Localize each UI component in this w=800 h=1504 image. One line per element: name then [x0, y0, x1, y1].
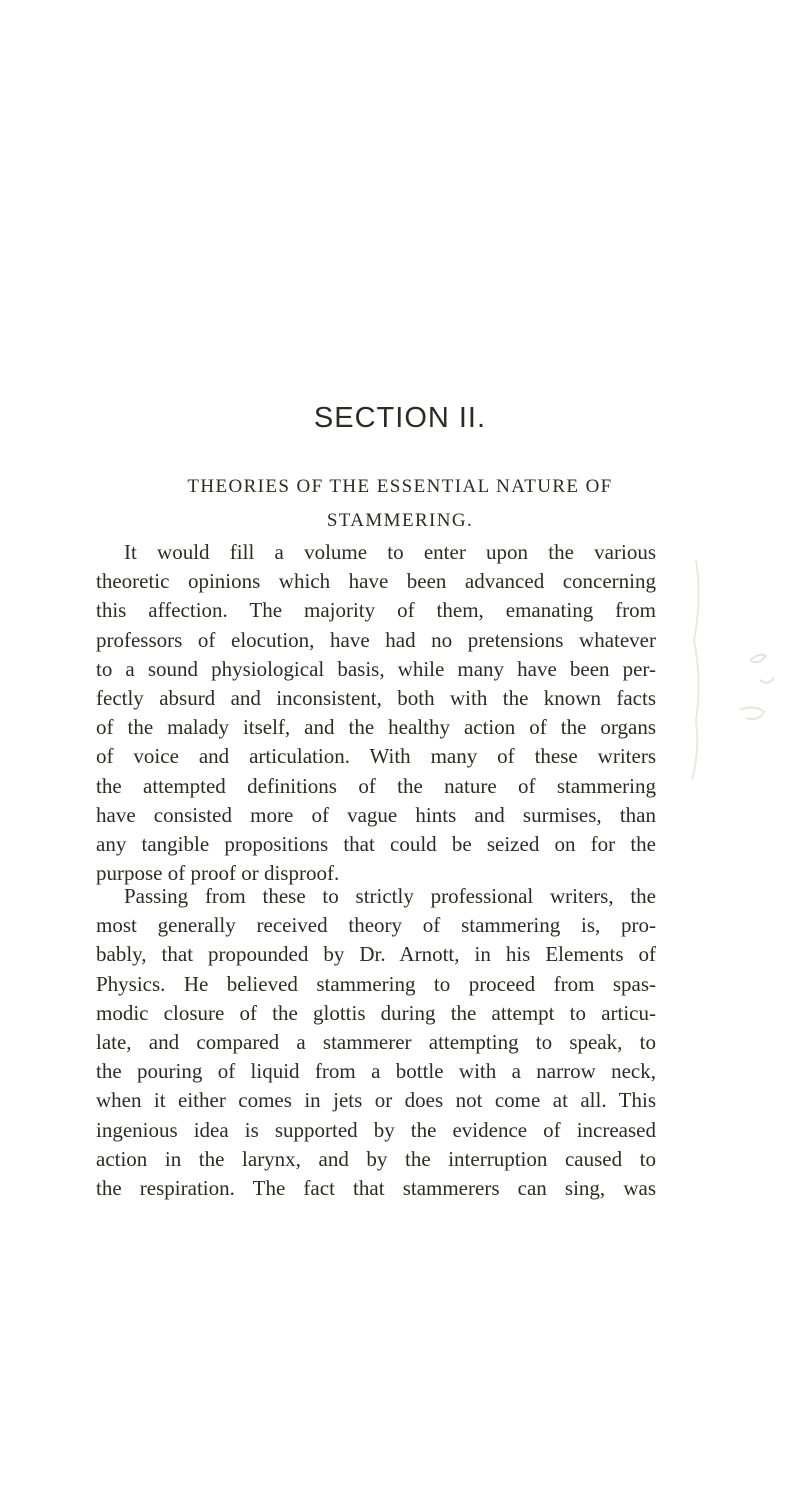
- text-line: the respiration. The fact that stammerers can sing, was: [96, 1176, 656, 1201]
- text-line: ingenious idea is supported by the evidence of increased: [96, 1117, 656, 1142]
- text-line: any tangible propositions that could be seized on for the: [96, 832, 656, 857]
- chapter-heading-line-2: STAMMERING.: [326, 510, 474, 531]
- text-line: theoretic opinions which have been advanced concerning: [96, 569, 656, 594]
- text-line: most generally received theory of stammering is, pro-: [96, 913, 656, 938]
- text-line: Passing from these to strictly professional writers, the: [124, 884, 656, 908]
- paragraph-2: [96, 882, 656, 1203]
- text-line: purpose of proof or disproof.: [96, 861, 340, 886]
- text-line: Physics. He believed stammering to proceed from spas-: [96, 971, 656, 996]
- text-line: of voice and articulation. With many of these writers: [96, 744, 656, 769]
- text-line: to a sound physiological basis, while many have been per-: [96, 656, 656, 681]
- text-line: late, and compared a stammerer attempting to speak, to: [96, 1030, 656, 1055]
- section-title: SECTION II.: [313, 402, 487, 434]
- paragraph-1: [96, 538, 656, 888]
- chapter-heading: [100, 470, 700, 538]
- text-line: professors of elocution, have had no pretensions whatever: [96, 627, 656, 652]
- text-line: the pouring of liquid from a bottle with a narrow neck,: [96, 1059, 656, 1084]
- text-line: when it either comes in jets or does not come at all. This: [96, 1088, 656, 1113]
- text-line: It would fill a volume to enter upon the various: [124, 540, 656, 564]
- text-line: fectly absurd and inconsistent, both with the known facts: [96, 686, 656, 711]
- text-line: have consisted more of vague hints and surmises, than: [96, 802, 656, 827]
- text-line: of the malady itself, and the healthy action of the organs: [96, 715, 656, 740]
- text-line: the attempted definitions of the nature of stammering: [96, 773, 656, 798]
- ink-bleed-through-mark: [690, 560, 780, 780]
- text-line: action in the larynx, and by the interruption caused to: [96, 1146, 656, 1171]
- chapter-heading-line-1: THEORIES OF THE ESSENTIAL NATURE OF: [187, 476, 613, 497]
- text-line: bably, that propounded by Dr. Arnott, in his Elements of: [96, 942, 656, 967]
- text-line: this affection. The majority of them, emanating from: [96, 598, 656, 623]
- text-line: modic closure of the glottis during the attempt to articu-: [96, 1000, 656, 1025]
